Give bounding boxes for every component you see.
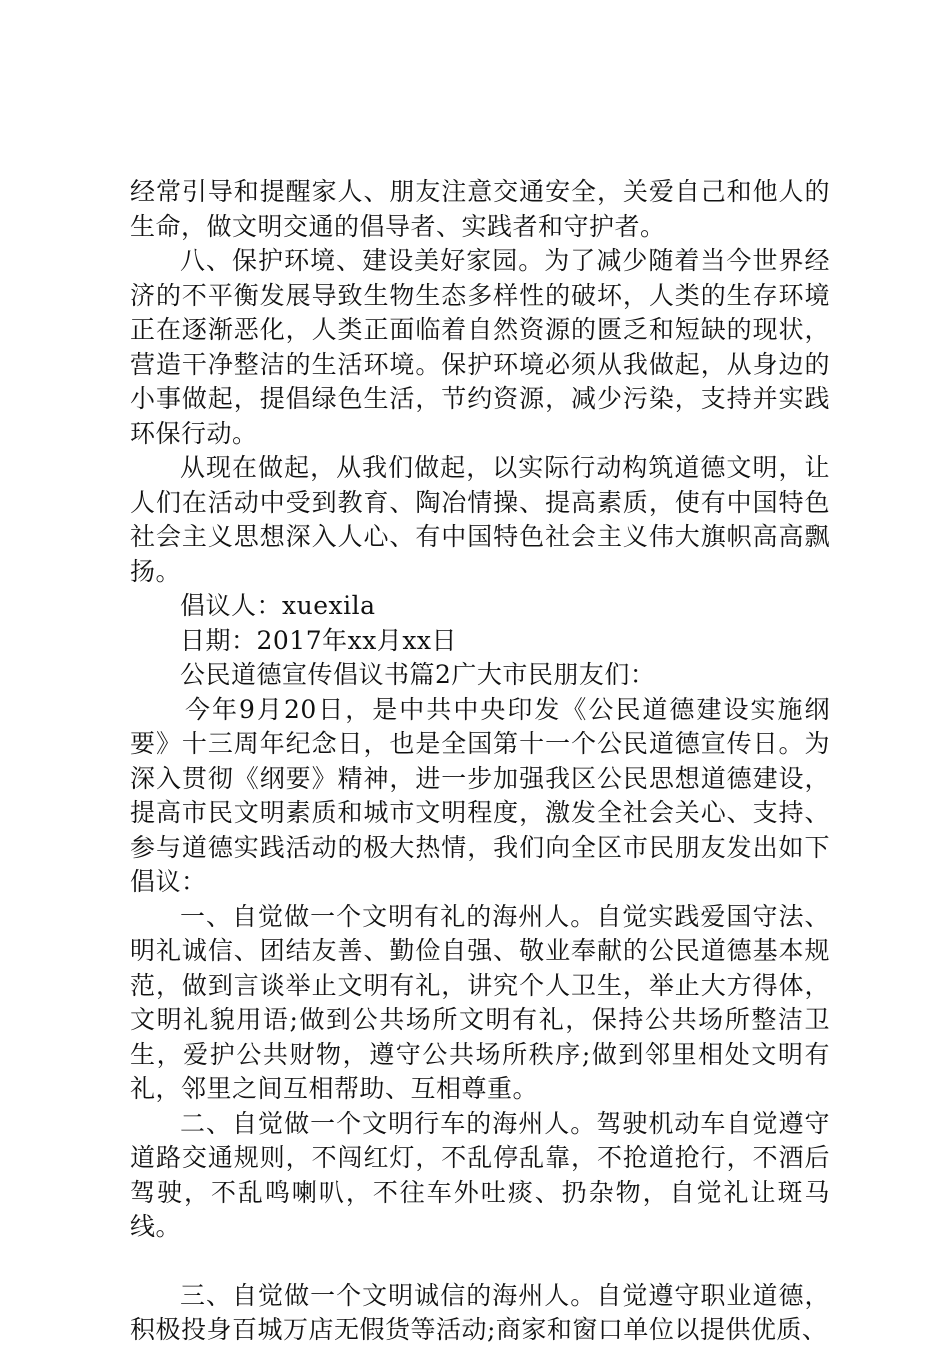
paragraph-item-1: 一、自觉做一个文明有礼的海州人。自觉实践爱国守法、明礼诚信、团结友善、勤俭自强、敬业奉献的公民道德基本规范，做到言谈举止文明有礼，讲究个人卫生，举止大方得体，文明礼貌用语;做到公共场所文明有礼，保持公共场所整洁卫生，爱护公共财物，遵守公共场所秩序;做到邻里相处文明有礼，邻里之间互相帮助、互相尊重。 <box>130 901 830 1103</box>
paragraph-item-3: 三、自觉做一个文明诚信的海州人。自觉遵守职业道德，积极投身百城万店无假货等活动;商家和窗口单位以提供优质、 <box>130 1280 830 1344</box>
paragraph-item-2: 二、自觉做一个文明行车的海州人。驾驶机动车自觉遵守道路交通规则，不闯红灯，不乱停乱靠，不抢道抢行，不酒后驾驶，不乱鸣喇叭，不往车外吐痰、扔杂物，自觉礼让斑马线。 <box>130 1108 830 1241</box>
paragraph-environment: 八、保护环境、建设美好家园。为了减少随着当今世界经济的不平衡发展导致生物生态多样性的破坏，人类的生存环境正在逐渐恶化，人类正面临着自然资源的匮乏和短缺的现状，营造干净整洁的生活环境。保护环境必须从我做起，从身边的小事做起，提倡绿色生活，节约资源，减少污染，支持并实践环保行动。 <box>130 246 830 448</box>
date-line: 日期：2017年xx月xx日 <box>180 625 458 655</box>
paragraph-anniversary: 今年9月20日，是中共中央印发《公民道德建设实施纲要》十三周年纪念日，也是全国第十一个公民道德宣传日。为深入贯彻《纲要》精神，进一步加强我区公民思想道德建设，提高市民文明素质和城市文明程度，激发全社会关心、支持、参与道德实践活动的极大热情，我们向全区市民朋友发出如下倡议： <box>130 694 830 896</box>
initiator-line: 倡议人：xuexila <box>180 591 376 620</box>
paragraph-start-now: 从现在做起，从我们做起，以实际行动构筑道德文明，让人们在活动中受到教育、陶冶情操、提高素质，使有中国特色社会主义思想深入人心、有中国特色社会主义伟大旗帜高高飘扬。 <box>130 453 830 586</box>
paragraph-traffic-safety: 经常引导和提醒家人、朋友注意交通安全，关爱自己和他人的生命，做文明交通的倡导者、实践者和守护者。 <box>130 177 830 241</box>
paragraph-spacer <box>130 1245 830 1279</box>
document-body <box>130 175 830 1348</box>
section-heading-part-2: 公民道德宣传倡议书篇2广大市民朋友们： <box>180 660 656 689</box>
